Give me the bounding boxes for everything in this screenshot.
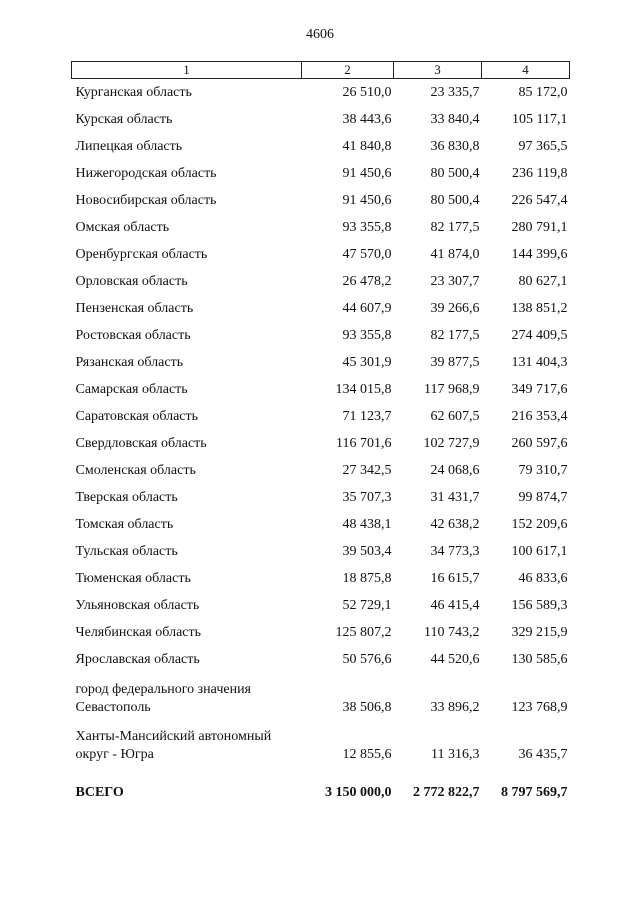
value-col-4: 236 119,8: [512, 165, 568, 181]
table-row: [72, 484, 570, 511]
value-col-4: 85 172,0: [518, 84, 568, 100]
value-col-4: 144 399,6: [511, 246, 568, 262]
region-name: Липецкая область: [75, 138, 183, 154]
value-col-4: 260 597,6: [511, 435, 568, 451]
total-col-2: 3 150 000,0: [325, 785, 392, 800]
value-col-4: 80 627,1: [518, 273, 568, 289]
value-col-3: 102 727,9: [423, 435, 480, 451]
value-col-3: 82 177,5: [430, 219, 480, 235]
region-name: Ярославская область: [75, 651, 200, 667]
value-col-3: 80 500,4: [430, 165, 480, 181]
value-col-3: 39 877,5: [430, 354, 480, 370]
value-col-3: 82 177,5: [430, 327, 480, 343]
value-col-3: 16 615,7: [430, 570, 480, 586]
value-col-3: 11 316,3: [431, 747, 480, 762]
value-col-3: 42 638,2: [430, 516, 480, 532]
budget-table: [71, 61, 570, 813]
region-name: Омская область: [75, 219, 170, 235]
region-name: Томская область: [75, 516, 174, 532]
value-col-4: 156 589,3: [511, 597, 568, 613]
region-name: Ульяновская область: [75, 597, 200, 613]
value-col-2: 48 438,1: [342, 516, 392, 532]
value-col-2: 41 840,8: [342, 138, 392, 154]
region-name: Тульская область: [75, 543, 178, 559]
table-header: [72, 62, 570, 79]
table-row: [72, 133, 570, 160]
total-col-3: 2 772 822,7: [413, 785, 480, 800]
value-col-4: 329 215,9: [511, 624, 568, 640]
table-row: [72, 322, 570, 349]
value-col-2: 26 478,2: [342, 273, 392, 289]
value-col-3: 117 968,9: [424, 381, 480, 397]
header-col-1: 1: [72, 62, 302, 79]
region-name: Тверская область: [75, 489, 178, 505]
value-col-4: 46 833,6: [518, 570, 568, 586]
page-number: 4606: [306, 27, 334, 42]
region-name: Свердловская область: [75, 435, 207, 451]
table-row: [72, 187, 570, 214]
value-col-4: 130 585,6: [511, 651, 568, 667]
table-row: [72, 214, 570, 241]
value-col-2: 91 450,6: [342, 192, 392, 208]
table-row: [72, 619, 570, 646]
region-name: Нижегородская область: [75, 165, 217, 181]
value-col-2: 18 875,8: [342, 570, 392, 586]
value-col-4: 131 404,3: [511, 354, 568, 370]
value-col-3: 44 520,6: [430, 651, 480, 667]
value-col-4: 138 851,2: [511, 300, 568, 316]
region-name: Тюменская область: [75, 570, 191, 586]
total-row: [72, 767, 570, 813]
table-row: [72, 160, 570, 187]
value-col-3: 31 431,7: [430, 489, 480, 505]
value-col-2: 93 355,8: [342, 219, 392, 235]
table-body: [72, 79, 570, 814]
value-col-3: 39 266,6: [430, 300, 480, 316]
value-col-4: 99 874,7: [518, 489, 568, 505]
region-name: Новосибирская область: [75, 192, 217, 208]
table-row: [72, 106, 570, 133]
value-col-2: 52 729,1: [342, 597, 392, 613]
table-row: [72, 538, 570, 565]
value-col-4: 152 209,6: [511, 516, 568, 532]
header-row: [72, 62, 570, 79]
value-col-3: 46 415,4: [430, 597, 480, 613]
value-col-2: 35 707,3: [342, 489, 392, 505]
header-col-3: 3: [394, 62, 482, 79]
value-col-2: 125 807,2: [335, 624, 392, 640]
region-name: Оренбургская область: [75, 246, 208, 262]
region-name: Саратовская область: [75, 408, 199, 424]
value-col-2: 50 576,6: [342, 651, 392, 667]
value-col-4: 280 791,1: [511, 219, 568, 235]
region-name: Орловская область: [75, 273, 188, 289]
region-name: Ханты-Мансийский автономный округ - Югра: [75, 729, 272, 762]
table-row: [72, 511, 570, 538]
value-col-4: 216 353,4: [511, 408, 568, 424]
table-row-sevastopol: [72, 673, 570, 720]
value-col-3: 36 830,8: [430, 138, 480, 154]
table-row: [72, 268, 570, 295]
value-col-2: 71 123,7: [342, 408, 392, 424]
region-name: Пензенская область: [75, 300, 194, 316]
region-name: Смоленская область: [75, 462, 196, 478]
value-col-2: 134 015,8: [335, 381, 392, 397]
value-col-2: 44 607,9: [342, 300, 392, 316]
table-row: [72, 376, 570, 403]
table-row: [72, 349, 570, 376]
region-name: Челябинская область: [75, 624, 201, 640]
table-row: [72, 430, 570, 457]
value-col-4: 123 768,9: [511, 700, 568, 715]
value-col-4: 226 547,4: [511, 192, 568, 208]
value-col-2: 91 450,6: [342, 165, 392, 181]
value-col-2: 39 503,4: [342, 543, 392, 559]
value-col-2: 12 855,6: [342, 747, 392, 762]
value-col-3: 41 874,0: [430, 246, 480, 262]
value-col-3: 24 068,6: [430, 462, 480, 478]
value-col-2: 116 701,6: [336, 435, 392, 451]
table-row: [72, 295, 570, 322]
table-row: [72, 241, 570, 268]
region-name: Курская область: [75, 111, 173, 127]
region-name: город федерального значения Севастополь: [75, 682, 251, 715]
region-name: Рязанская область: [75, 354, 184, 370]
region-name: Ростовская область: [75, 327, 191, 343]
value-col-4: 349 717,6: [511, 381, 568, 397]
table-row: [72, 457, 570, 484]
region-name: Курганская область: [75, 84, 192, 100]
table-row: [72, 403, 570, 430]
total-label: ВСЕГО: [75, 785, 124, 800]
value-col-3: 34 773,3: [430, 543, 480, 559]
value-col-2: 27 342,5: [342, 462, 392, 478]
value-col-2: 38 506,8: [342, 700, 392, 715]
value-col-4: 97 365,5: [518, 138, 568, 154]
value-col-3: 23 335,7: [430, 84, 480, 100]
table-row: [72, 565, 570, 592]
table-row: [72, 592, 570, 619]
header-col-2: 2: [302, 62, 394, 79]
value-col-4: 105 117,1: [512, 111, 568, 127]
value-col-4: 79 310,7: [518, 462, 568, 478]
total-col-4: 8 797 569,7: [501, 785, 568, 800]
table-row-khmao: [72, 720, 570, 767]
value-col-4: 100 617,1: [511, 543, 568, 559]
value-col-4: 274 409,5: [511, 327, 568, 343]
table-row: [72, 646, 570, 673]
value-col-3: 62 607,5: [430, 408, 480, 424]
value-col-3: 23 307,7: [430, 273, 480, 289]
value-col-2: 93 355,8: [342, 327, 392, 343]
region-name: Самарская область: [75, 381, 188, 397]
value-col-2: 26 510,0: [342, 84, 392, 100]
value-col-3: 33 896,2: [430, 700, 480, 715]
value-col-2: 45 301,9: [342, 354, 392, 370]
value-col-4: 36 435,7: [518, 747, 568, 762]
header-col-4: 4: [482, 62, 570, 79]
value-col-2: 47 570,0: [342, 246, 392, 262]
table-row: [72, 79, 570, 107]
value-col-3: 110 743,2: [424, 624, 480, 640]
value-col-3: 80 500,4: [430, 192, 480, 208]
value-col-2: 38 443,6: [342, 111, 392, 127]
value-col-3: 33 840,4: [430, 111, 480, 127]
